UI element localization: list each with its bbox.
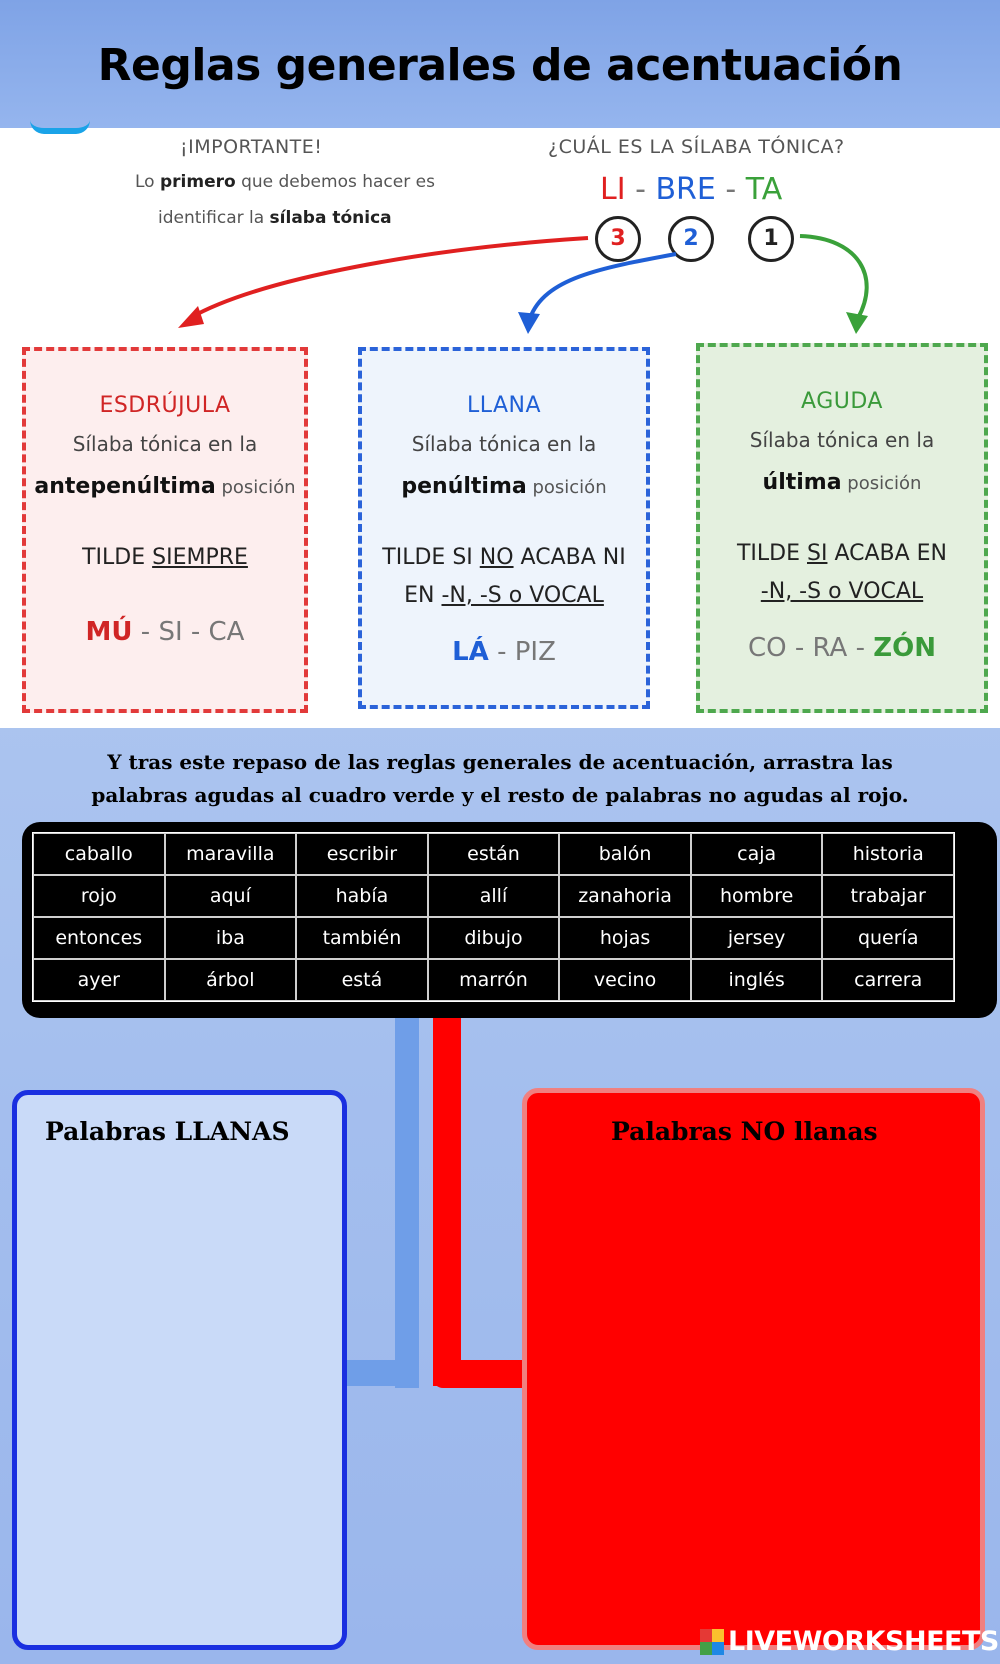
word-tile[interactable]: quería — [822, 917, 954, 959]
blue-arrow — [530, 254, 676, 318]
question-title: ¿CUÁL ES LA SÍLABA TÓNICA? — [548, 136, 845, 158]
word-tile[interactable]: caja — [691, 833, 823, 875]
rule-tilde-aguda — [700, 535, 984, 611]
word-tile[interactable]: están — [428, 833, 560, 875]
rule-position-aguda — [700, 470, 984, 495]
rule-tilde-llana — [362, 539, 646, 615]
header-banner — [0, 0, 1000, 128]
syllable-bre: BRE — [655, 172, 716, 207]
syllable-li: LI — [600, 172, 626, 207]
example-accent-llana: LÁ — [452, 637, 489, 667]
word-tile[interactable]: está — [296, 959, 428, 1001]
drop-zone-no-llanas-title: Palabras NO llanas — [611, 1117, 878, 1146]
important-line-2-bold: sílaba tónica — [269, 208, 392, 228]
rule-box-llana — [358, 347, 650, 709]
word-tile[interactable]: vecino — [559, 959, 691, 1001]
rule-tilde-underline-esdrujula: SIEMPRE — [152, 545, 248, 570]
rule-box-aguda — [696, 343, 988, 713]
rule-box-esdrujula — [22, 347, 308, 713]
green-arrow — [800, 236, 867, 318]
example-pre-aguda: CO - RA - — [748, 633, 874, 663]
word-tile[interactable]: aquí — [165, 875, 297, 917]
logo-text: LIVEWORKSHEETS — [728, 1626, 999, 1657]
word-tile[interactable]: zanahoria — [559, 875, 691, 917]
rule-tilde-a-llana: TILDE SI — [382, 545, 480, 570]
word-tile[interactable]: inglés — [691, 959, 823, 1001]
drop-zone-no-llanas[interactable] — [522, 1088, 985, 1650]
position-circle-3: 3 — [595, 216, 641, 262]
rule-position-rest-aguda: posición — [841, 473, 922, 494]
blue-connector-vertical — [395, 1018, 419, 1388]
rule-position-bold-aguda: última — [762, 470, 842, 495]
instruction-line-2: palabras agudas al cuadro verde y el resto de palabras no agudas al rojo. — [91, 783, 909, 807]
instruction-text — [40, 746, 960, 812]
rule-tilde-a-underline-aguda: SI — [807, 541, 828, 566]
rule-tilde-c-llana: EN — [404, 583, 442, 608]
word-tile[interactable]: trabajar — [822, 875, 954, 917]
syllable-sep-1: - — [625, 172, 656, 207]
important-line-1-bold: primero — [159, 172, 236, 192]
important-line-1-pre: Lo — [135, 172, 160, 192]
example-rest-esdrujula: - SI - CA — [132, 617, 245, 647]
page-title: Reglas generales de acentuación — [97, 40, 903, 91]
rule-position-bold-esdrujula: antepenúltima — [34, 474, 216, 499]
rule-tilde-b-aguda: ACABA EN — [827, 541, 948, 566]
word-tile[interactable]: también — [296, 917, 428, 959]
word-tile[interactable]: balón — [559, 833, 691, 875]
rule-position-bold-llana: penúltima — [401, 474, 527, 499]
blue-connector-horizontal — [345, 1360, 419, 1386]
rule-tilde-c-underline-aguda: -N, -S o VOCAL — [760, 579, 924, 604]
rule-line-llana: Sílaba tónica en la — [411, 432, 597, 456]
word-tile[interactable]: dibujo — [428, 917, 560, 959]
red-arrowhead — [178, 306, 204, 328]
word-tile[interactable]: ayer — [33, 959, 165, 1001]
word-tile[interactable]: iba — [165, 917, 297, 959]
word-tile[interactable]: entonces — [33, 917, 165, 959]
rule-line-aguda: Sílaba tónica en la — [749, 428, 935, 452]
word-tile[interactable]: hombre — [691, 875, 823, 917]
liveworksheets-logo — [700, 1626, 999, 1657]
example-rest-llana: - PIZ — [488, 637, 556, 667]
example-accent-aguda: ZÓN — [873, 633, 936, 663]
word-tile[interactable]: caballo — [33, 833, 165, 875]
word-tile[interactable]: escribir — [296, 833, 428, 875]
word-tile[interactable]: hojas — [559, 917, 691, 959]
red-connector-vertical — [433, 1018, 461, 1386]
word-tile[interactable]: allí — [428, 875, 560, 917]
important-line-1-post: que debemos hacer es — [235, 172, 435, 192]
logo-icon — [700, 1629, 724, 1655]
word-tile[interactable]: maravilla — [165, 833, 297, 875]
rule-tilde-pre-esdrujula: TILDE — [82, 545, 153, 570]
rule-tilde-esdrujula — [26, 539, 304, 577]
rule-line-esdrujula: Sílaba tónica en la — [72, 432, 258, 456]
position-circle-2: 2 — [668, 216, 714, 262]
rule-example-aguda — [700, 633, 984, 663]
position-circle-1: 1 — [748, 216, 794, 262]
rule-tilde-a-underline-llana: NO — [479, 545, 514, 570]
drop-zone-llanas[interactable] — [12, 1090, 347, 1650]
rule-tilde-c-underline-llana: -N, -S o VOCAL — [441, 583, 604, 608]
syllable-ta: TA — [745, 172, 783, 207]
example-accent-esdrujula: MÚ — [85, 617, 133, 647]
syllable-sep-2: - — [715, 172, 746, 207]
blue-arrowhead — [518, 312, 540, 334]
rule-name-aguda: AGUDA — [801, 389, 883, 414]
word-bank — [22, 822, 997, 1018]
word-tile[interactable]: marrón — [428, 959, 560, 1001]
important-line-2-pre: identificar la — [158, 208, 270, 228]
rule-example-llana — [362, 637, 646, 667]
word-tile[interactable]: jersey — [691, 917, 823, 959]
rule-position-rest-esdrujula: posición — [215, 477, 296, 498]
word-tile[interactable]: rojo — [33, 875, 165, 917]
word-grid — [32, 832, 955, 1002]
rule-position-llana — [362, 474, 646, 499]
instruction-line-1: Y tras este repaso de las reglas generales de acentuación, arrastra las — [107, 750, 893, 774]
green-arrowhead — [846, 312, 868, 334]
rule-position-esdrujula — [26, 474, 304, 499]
rule-tilde-b-llana: ACABA NI — [513, 545, 626, 570]
rule-name-llana: LLANA — [466, 393, 542, 418]
word-tile[interactable]: había — [296, 875, 428, 917]
drop-zone-llanas-title: Palabras LLANAS — [45, 1117, 290, 1146]
rule-example-esdrujula — [26, 617, 304, 647]
word-tile[interactable]: árbol — [165, 959, 297, 1001]
word-tile[interactable]: carrera — [822, 959, 954, 1001]
important-title: ¡IMPORTANTE! — [180, 136, 323, 158]
red-connector-horizontal — [433, 1360, 523, 1388]
word-tile[interactable]: historia — [822, 833, 954, 875]
red-arrow — [190, 238, 588, 318]
rule-position-rest-llana: posición — [526, 477, 607, 498]
rule-name-esdrujula: ESDRÚJULA — [99, 393, 231, 418]
arrows-layer — [0, 128, 1000, 368]
rule-tilde-a-aguda: TILDE — [736, 541, 807, 566]
